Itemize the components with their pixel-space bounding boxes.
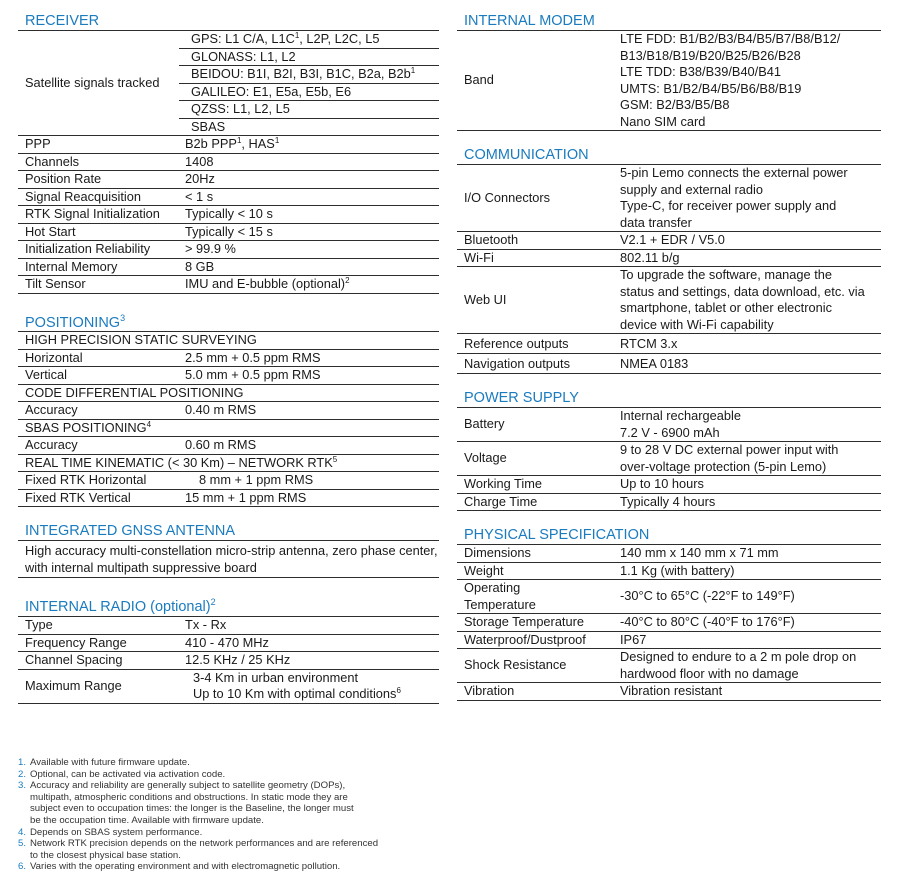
receiver-rows bbox=[18, 136, 439, 294]
receiver-row bbox=[18, 189, 439, 207]
voltage-row: Voltage 9 to 28 V DC external power input with over-voltage protection (5-pin Lemo) bbox=[457, 442, 881, 476]
footnote-item bbox=[18, 780, 438, 826]
satellite-signal-item: GALILEO: E1, E5a, E5b, E6 bbox=[179, 84, 439, 102]
web-ui-row: Web UI To upgrade the software, manage the status and settings, data download, etc. via smartphone, tablet or other electronic device with Wi-Fi capability bbox=[457, 267, 881, 334]
storage-temperature-row: Storage Temperature -40°C to 80°C (-40°F to 176°F) bbox=[457, 614, 881, 632]
receiver-row bbox=[18, 241, 439, 259]
power-title: POWER SUPPLY bbox=[457, 389, 881, 408]
spec-label: Hot Start bbox=[25, 223, 76, 239]
charge-time-row: Charge Time Typically 4 hours bbox=[457, 494, 881, 512]
value-line: UMTS: B1/B2/B4/B5/B6/B8/B19 bbox=[620, 80, 802, 96]
antenna-section bbox=[18, 522, 439, 578]
spec-value: 8 GB bbox=[185, 258, 215, 274]
satellite-signal-item: BEIDOU: B1I, B2I, B3I, B1C, B2a, B2b$^1$ bbox=[179, 66, 439, 84]
receiver-row bbox=[18, 259, 439, 277]
satellite-signal-item: GPS: L1 C/A, L1C$^1$, L2P, L2C, L5 bbox=[179, 31, 439, 49]
value-line: 7.2 V - 6900 mAh bbox=[620, 424, 720, 440]
right-column bbox=[457, 12, 881, 716]
working-time-row: Working Time Up to 10 hours bbox=[457, 476, 881, 494]
modem-section bbox=[457, 12, 881, 131]
satellite-signals-row bbox=[18, 31, 439, 136]
static-surveying-header: HIGH PRECISION STATIC SURVEYING bbox=[18, 332, 439, 350]
wifi-row: Wi-Fi 802.11 b/g bbox=[457, 250, 881, 268]
shock-resistance-row: Shock Resistance Designed to endure to a 2 m pole drop on hardwood floor with no damage bbox=[457, 649, 881, 683]
footnote-text: Optional, can be activated via activation code. bbox=[30, 768, 226, 780]
spec-value: B2b PPP$^1$, HAS$^1$ bbox=[185, 136, 280, 151]
spec-label: Channels bbox=[25, 153, 80, 169]
value-line: LTE TDD: B38/B39/B40/B41 bbox=[620, 64, 781, 79]
receiver-row bbox=[18, 206, 439, 224]
radio-row bbox=[18, 635, 439, 653]
value-line: 9 to 28 V DC external power input with bbox=[620, 442, 839, 457]
footnote-number: 4. bbox=[18, 826, 27, 838]
value-line: Type-C, for receiver power supply and bbox=[620, 198, 837, 213]
spec-label: Position Rate bbox=[25, 171, 102, 186]
footnote-number: 5. bbox=[18, 838, 27, 850]
static-vertical-row: Vertical 5.0 mm + 0.5 ppm RMS bbox=[18, 367, 439, 385]
satellite-signal-item: SBAS bbox=[191, 118, 226, 134]
spec-value: Tx - Rx bbox=[185, 617, 227, 633]
satellite-signal-item: QZSS: L1, L2, L5 bbox=[179, 101, 439, 119]
band-values bbox=[614, 31, 881, 130]
spec-label: Channel Spacing bbox=[25, 652, 123, 668]
footnote-item bbox=[18, 769, 438, 781]
receiver-row bbox=[18, 171, 439, 189]
value-line: status and settings, data download, etc. via bbox=[620, 283, 865, 299]
footnote-number: 6. bbox=[18, 861, 27, 873]
positioning-section bbox=[18, 309, 439, 508]
footnote-text: Accuracy and reliability are generally subject to satellite geometry (DOPs), multipath, atmospheric conditions and obstructions. In static mode they are subject even to occupation times: the longer is the Baseline, the longer must be the occupation time. Available with firmware update. bbox=[30, 780, 354, 826]
weight-row: Weight 1.1 Kg (with battery) bbox=[457, 563, 881, 581]
max-range-values: 3-4 Km in urban environment Up to 10 Km with optimal conditions$^6$ bbox=[193, 669, 401, 702]
radio-section bbox=[18, 593, 439, 703]
satellite-signals-values bbox=[179, 31, 439, 135]
radio-rows bbox=[18, 617, 439, 670]
code-differential-header: CODE DIFFERENTIAL POSITIONING bbox=[18, 385, 439, 403]
satellite-signal-item: GLONASS: L1, L2 bbox=[179, 49, 439, 67]
spec-value: 20Hz bbox=[185, 171, 215, 186]
battery-row: Battery Internal rechargeable 7.2 V - 6900 mAh bbox=[457, 408, 881, 442]
footnote-item bbox=[18, 827, 438, 839]
power-section bbox=[457, 389, 881, 511]
band-row: Band LTE FDD: B1/B2/B3/B4/B5/B7/B8/B12/ B13/B18/B19/B20/B25/B26/B28 LTE TDD: B38/B39/B40/B41 UMTS: B1/B2/B4/B5/B6/B8/B19 GSM: B2/B3/B5/B8 Nano SIM card bbox=[457, 31, 881, 131]
spec-value: > 99.9 % bbox=[185, 241, 236, 256]
value-line: over-voltage protection (5-pin Lemo) bbox=[620, 458, 827, 474]
receiver-row bbox=[18, 276, 439, 294]
io-connectors-row: I/O Connectors 5-pin Lemo connects the external power supply and external radio Type-C, for receiver power supply and data transfer bbox=[457, 165, 881, 232]
antenna-description: High accuracy multi-constellation micro-strip antenna, zero phase center, with internal multipath suppressive board bbox=[18, 541, 439, 578]
modem-title: INTERNAL MODEM bbox=[457, 12, 881, 31]
spec-label: Tilt Sensor bbox=[25, 276, 86, 291]
bluetooth-row: Bluetooth V2.1 + EDR / V5.0 bbox=[457, 232, 881, 250]
static-horizontal-row: Horizontal 2.5 mm + 0.5 ppm RMS bbox=[18, 350, 439, 368]
footnote-text: Network RTK precision depends on the network performances and are referenced to the closest physical base station. bbox=[30, 838, 379, 861]
battery-values bbox=[614, 408, 881, 441]
value-line: GSM: B2/B3/B5/B8 bbox=[620, 97, 730, 112]
value-line: B13/B18/B19/B20/B25/B26/B28 bbox=[620, 47, 801, 63]
antenna-title: INTEGRATED GNSS ANTENNA bbox=[18, 522, 439, 541]
io-connectors-values bbox=[614, 165, 881, 231]
physical-section bbox=[457, 526, 881, 701]
value-line: LTE FDD: B1/B2/B3/B4/B5/B7/B8/B12/ bbox=[620, 31, 841, 46]
max-range-row: Maximum Range 3-4 Km in urban environment Up to 10 Km with optimal conditions$^6$ bbox=[18, 670, 439, 704]
rtk-horizontal-row: Fixed RTK Horizontal 8 mm + 1 ppm RMS bbox=[18, 472, 439, 490]
value-line: device with Wi-Fi capability bbox=[620, 316, 774, 332]
spec-label: Type bbox=[25, 617, 53, 633]
receiver-row bbox=[18, 154, 439, 172]
value-line: Designed to endure to a 2 m pole drop on bbox=[620, 649, 857, 664]
spec-value: Typically < 15 s bbox=[185, 223, 273, 239]
value-line: data transfer bbox=[620, 214, 692, 230]
footnote-item bbox=[18, 757, 438, 769]
spec-value: 1408 bbox=[185, 153, 214, 169]
sbas-accuracy-row: Accuracy 0.60 m RMS bbox=[18, 437, 439, 455]
radio-row bbox=[18, 652, 439, 670]
footnote-number: 1. bbox=[18, 757, 27, 768]
footnote-item bbox=[18, 838, 438, 861]
navigation-outputs-row: Navigation outputs NMEA 0183 bbox=[457, 354, 881, 374]
operating-temperature-row: Operating Temperature -30°C to 65°C (-22°F to 149°F) bbox=[457, 580, 881, 614]
footnote-number: 3. bbox=[18, 780, 27, 792]
spec-label: PPP bbox=[25, 136, 51, 151]
value-line: To upgrade the software, manage the bbox=[620, 267, 832, 282]
spec-value: Typically < 10 s bbox=[185, 206, 273, 221]
spec-value: 12.5 KHz / 25 KHz bbox=[185, 652, 291, 668]
sbas-positioning-header: SBAS POSITIONING$^4$ bbox=[18, 420, 439, 438]
spec-label: Frequency Range bbox=[25, 634, 127, 650]
shock-resistance-values bbox=[614, 649, 881, 682]
receiver-section bbox=[18, 12, 439, 294]
reference-outputs-row: Reference outputs RTCM 3.x bbox=[457, 334, 881, 354]
spec-value: < 1 s bbox=[185, 188, 214, 204]
value-line: hardwood floor with no damage bbox=[620, 665, 799, 681]
receiver-row bbox=[18, 136, 439, 154]
radio-row bbox=[18, 617, 439, 635]
rtk-vertical-row: Fixed RTK Vertical 15 mm + 1 ppm RMS bbox=[18, 490, 439, 508]
vibration-row: Vibration Vibration resistant bbox=[457, 683, 881, 701]
left-column bbox=[18, 12, 439, 719]
spec-label: RTK Signal Initialization bbox=[25, 206, 160, 221]
value-line: Internal rechargeable bbox=[620, 408, 741, 423]
spec-value: IMU and E-bubble (optional)$^2$ bbox=[185, 276, 350, 291]
web-ui-values bbox=[614, 267, 881, 333]
value-line: supply and external radio bbox=[620, 181, 763, 197]
spec-label: Initialization Reliability bbox=[25, 241, 151, 256]
dimensions-row: Dimensions 140 mm x 140 mm x 71 mm bbox=[457, 545, 881, 563]
voltage-values bbox=[614, 442, 881, 475]
value-line: Nano SIM card bbox=[620, 113, 706, 129]
satellite-signals-label: Satellite signals tracked bbox=[25, 74, 160, 90]
footnote-text: Varies with the operating environment and with electromagnetic pollution. bbox=[30, 861, 341, 873]
value-line: 5-pin Lemo connects the external power bbox=[620, 165, 848, 180]
receiver-title: RECEIVER bbox=[18, 12, 439, 31]
spec-value: 410 - 470 MHz bbox=[185, 634, 269, 650]
positioning-title: POSITIONING$^3$ bbox=[18, 309, 439, 333]
waterproof-row: Waterproof/Dustproof IP67 bbox=[457, 632, 881, 650]
footnote-text: Depends on SBAS system performance. bbox=[30, 826, 203, 838]
value-line: smartphone, tablet or other electronic bbox=[620, 300, 832, 315]
footnotes bbox=[18, 757, 438, 873]
radio-title: INTERNAL RADIO (optional)$^2$ bbox=[18, 593, 439, 617]
spec-label: Signal Reacquisition bbox=[25, 188, 141, 204]
footnote-text: Available with future firmware update. bbox=[30, 757, 190, 768]
code-accuracy-row: Accuracy 0.40 m RMS bbox=[18, 402, 439, 420]
communication-title: COMMUNICATION bbox=[457, 146, 881, 165]
footnote-item bbox=[18, 861, 438, 873]
spec-label: Internal Memory bbox=[25, 258, 118, 274]
footnote-number: 2. bbox=[18, 768, 27, 780]
receiver-row bbox=[18, 224, 439, 242]
communication-section bbox=[457, 146, 881, 374]
rtk-header: REAL TIME KINEMATIC (< 30 Km) – NETWORK RTK$^5$ bbox=[18, 455, 439, 473]
physical-title: PHYSICAL SPECIFICATION bbox=[457, 526, 881, 545]
